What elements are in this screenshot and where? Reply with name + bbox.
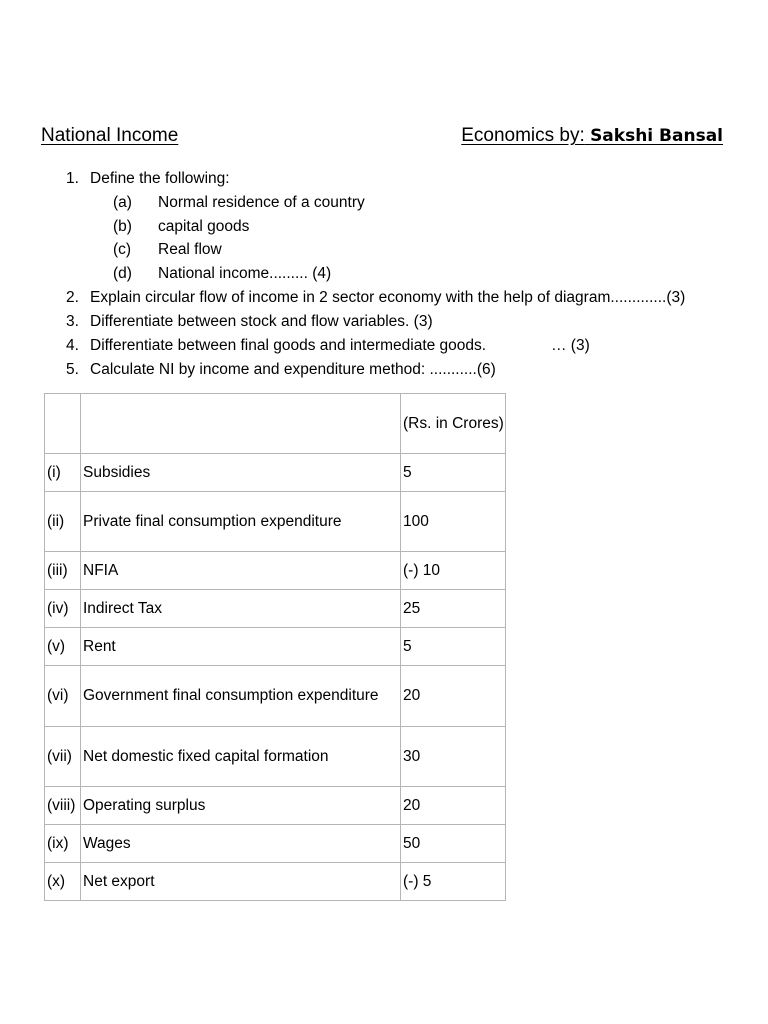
- row-value: 5: [401, 454, 506, 492]
- table-row: [45, 492, 506, 552]
- definition-label: (a): [113, 194, 132, 211]
- question-text: Calculate NI by income and expenditure method: ...........(6): [90, 361, 496, 378]
- row-value: 20: [401, 666, 506, 727]
- definition-item: [0, 191, 768, 215]
- byline-prefix: Economics by:: [461, 125, 585, 146]
- row-index: (iv): [45, 590, 81, 628]
- row-item: Government final consumption expenditure: [81, 666, 401, 727]
- definition-label: (d): [113, 265, 132, 282]
- row-item: Operating surplus: [81, 787, 401, 825]
- row-index: (ix): [45, 825, 81, 863]
- table-row: [45, 628, 506, 666]
- table-row: [45, 727, 506, 787]
- table-row: [45, 454, 506, 492]
- data-table: [44, 393, 506, 901]
- question-text: Differentiate between stock and flow variables. (3): [90, 313, 433, 330]
- row-value: 5: [401, 628, 506, 666]
- row-index: (vi): [45, 666, 81, 727]
- page-header: [41, 125, 723, 151]
- question-text: Define the following:: [90, 170, 230, 187]
- table-header-cell: [81, 394, 401, 454]
- row-value: 30: [401, 727, 506, 787]
- table-row: [45, 787, 506, 825]
- question-number: 4.: [66, 337, 79, 354]
- definition-text: National income......... (4): [158, 265, 332, 282]
- row-item: Wages: [81, 825, 401, 863]
- row-item: Rent: [81, 628, 401, 666]
- question-item: [0, 310, 768, 334]
- row-value: 100: [401, 492, 506, 552]
- row-value: 25: [401, 590, 506, 628]
- question-marks: … (3): [551, 337, 590, 354]
- question-item: [0, 358, 768, 382]
- row-item: Private final consumption expenditure: [81, 492, 401, 552]
- row-item: Indirect Tax: [81, 590, 401, 628]
- question-item: [0, 286, 768, 310]
- row-item: NFIA: [81, 552, 401, 590]
- table-header-cell: [45, 394, 81, 454]
- question-item: [0, 334, 768, 358]
- definition-item: [0, 238, 768, 262]
- question-number: 2.: [66, 289, 79, 306]
- row-index: (vii): [45, 727, 81, 787]
- row-index: (ii): [45, 492, 81, 552]
- question-text: Explain circular flow of income in 2 sector economy with the help of diagram.............(3): [90, 289, 686, 306]
- table-row: [45, 590, 506, 628]
- unit-header: (Rs. in Crores): [401, 394, 506, 454]
- definition-text: capital goods: [158, 218, 250, 235]
- table-row: [45, 825, 506, 863]
- table-row: [45, 552, 506, 590]
- row-index: (viii): [45, 787, 81, 825]
- table-row: [45, 666, 506, 727]
- row-value: 20: [401, 787, 506, 825]
- row-index: (v): [45, 628, 81, 666]
- byline: [461, 125, 723, 147]
- definition-item: [0, 262, 768, 286]
- row-index: (i): [45, 454, 81, 492]
- table-header-row: [45, 394, 506, 454]
- question-number: 1.: [66, 170, 79, 187]
- author-name: Sakshi Bansal: [590, 126, 723, 146]
- row-item: Net export: [81, 863, 401, 901]
- row-index: (iii): [45, 552, 81, 590]
- row-value: (-) 10: [401, 552, 506, 590]
- question-item: [0, 167, 768, 191]
- row-item: Subsidies: [81, 454, 401, 492]
- row-item: Net domestic fixed capital formation: [81, 727, 401, 787]
- definition-label: (c): [113, 241, 132, 258]
- definition-text: Normal residence of a country: [158, 194, 365, 211]
- definition-item: [0, 215, 768, 239]
- definition-text: Real flow: [158, 241, 222, 258]
- question-number: 3.: [66, 313, 79, 330]
- page-title: National Income: [41, 125, 179, 146]
- row-value: (-) 5: [401, 863, 506, 901]
- definition-label: (b): [113, 218, 132, 235]
- row-value: 50: [401, 825, 506, 863]
- question-text: Differentiate between final goods and intermediate goods.: [90, 337, 487, 354]
- question-number: 5.: [66, 361, 79, 378]
- row-index: (x): [45, 863, 81, 901]
- table-row: [45, 863, 506, 901]
